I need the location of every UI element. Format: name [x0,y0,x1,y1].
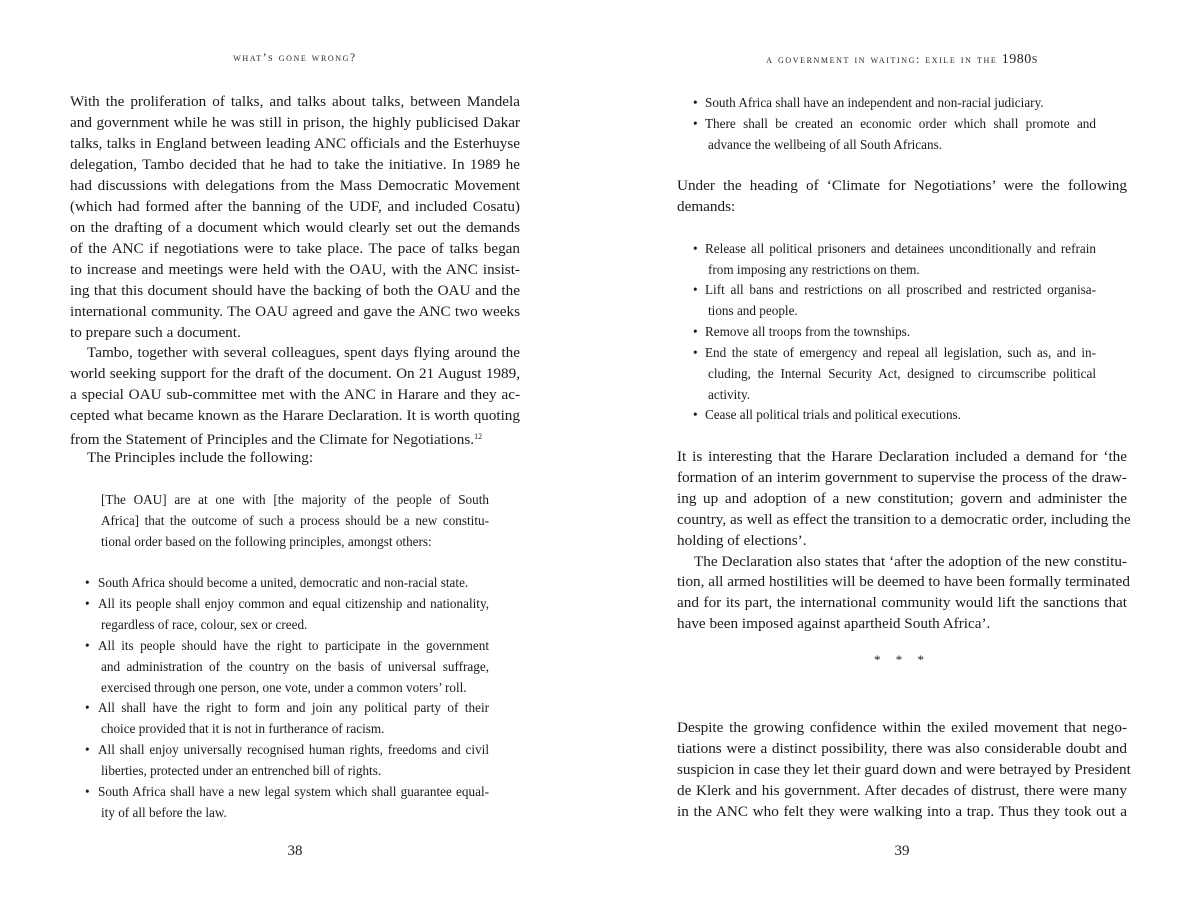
bullet-line: All its people should have the right to participate in the government [98,638,489,653]
running-head-year: 1980s [1001,52,1038,67]
bullet-icon: • [85,700,90,715]
text-line: (which had formed after the banning of the UDF, and included Cosatu) [70,198,520,215]
text-line: to increase and meetings were held with the OAU, with the ANC insist- [70,261,520,278]
bullet-line: cluding, the Internal Security Act, designed to circumscribe political [708,366,1096,381]
bullet-line: South Africa shall have a new legal system which shall guarantee equal- [98,784,489,799]
text-line: world seeking support for the draft of the document. On 21 August 1989, [70,365,520,382]
bullet-line: advance the wellbeing of all South Africans. [708,137,943,152]
bullet-icon: • [693,282,698,297]
bullet-line: and administration of the country on the basis of universal suffrage, [101,659,489,674]
text-span: from the Statement of Principles and the Climate for Negotiations. [70,431,475,448]
text-line: have been imposed against apartheid South Africa’. [677,615,991,632]
bullet-line: regardless of race, colour, sex or creed. [101,617,308,632]
bullet-icon: • [693,407,698,422]
running-head-right [677,52,1127,68]
bullet-line: South Africa should become a united, democratic and non-racial state. [98,575,469,590]
page-number-left: 38 [287,843,303,859]
quote-line: tional order based on the following principles, amongst others: [101,534,432,549]
quote-line: Africa] that the outcome of such a process should be a new constitu- [101,513,489,528]
bullet-icon: • [85,575,90,590]
bullet-line: All shall enjoy universally recognised human rights, freedoms and civil [98,742,489,757]
bullet-icon: • [693,324,698,339]
bullet-line: liberties, protected under an entrenched bill of rights. [101,763,382,778]
bullet-icon: • [85,596,90,611]
text-line [70,426,482,447]
bullet-line: ity of all before the law. [101,805,227,820]
text-line: de Klerk and his government. After decades of distrust, there were many [677,782,1127,799]
quote-line: [The OAU] are at one with [the majority of the people of South [101,492,489,507]
text-line: ing up and adoption of a new constitution; govern and administer the [677,490,1127,507]
page-number-right: 39 [894,843,910,859]
text-line: tiations were a distinct possibility, there was also considerable doubt and [677,740,1127,757]
bullet-line: There shall be created an economic order which shall promote and [705,116,1096,131]
text-line: It is interesting that the Harare Declaration included a demand for ‘the [677,448,1127,465]
bullet-line: tions and people. [708,303,798,318]
text-line: holding of elections’. [677,532,807,549]
text-line: Tambo, together with several colleagues, spent days flying around the [87,344,520,361]
text-line: Under the heading of ‘Climate for Negotiations’ were the following [677,177,1127,194]
text-line: to prepare such a document. [70,324,241,341]
text-line: With the proliferation of talks, and talks about talks, between Mandela [70,93,520,110]
bullet-line: activity. [708,387,750,402]
bullet-line: Cease all political trials and political executions. [705,407,961,422]
left-page [70,0,520,918]
text-line: delegation, Tambo decided that he had to take the initiative. In 1989 he [70,156,520,173]
bullet-line: End the state of emergency and repeal all legislation, such as, and in- [705,345,1096,360]
bullet-icon: • [85,784,90,799]
text-line: demands: [677,198,736,215]
bullet-line: choice provided that it is not in furtherance of racism. [101,721,385,736]
bullet-line: South Africa shall have an independent and non-racial judiciary. [705,95,1044,110]
bullet-icon: • [693,345,698,360]
text-line: in the ANC who felt they were walking into a trap. Thus they took out a [677,803,1127,820]
bullet-line: All shall have the right to form and join any political party of their [98,700,489,715]
text-line: talks, talks in England between leading ANC officials and the Esterhuyse [70,135,520,152]
bullet-line: Remove all troops from the townships. [705,324,911,339]
text-line: and government while he was still in prison, the highly publicised Dakar [70,114,520,131]
paragraph-principles-intro: The Principles include the following: [87,449,314,466]
section-break: * * * [874,652,930,667]
text-line: and for its part, the international community would lift the sanctions that [677,594,1127,611]
text-line: international community. The OAU agreed and gave the ANC two weeks [70,303,520,320]
bullet-line: Lift all bans and restrictions on all proscribed and restricted organisa- [705,282,1096,297]
text-line: Despite the growing confidence within the exiled movement that nego- [677,719,1127,736]
text-line: suspicion in case they let their guard down and were betrayed by President [677,761,1131,778]
text-line: a special OAU sub-committee met with the ANC in Harare and they ac- [70,386,520,403]
text-line: cepted what became known as the Harare Declaration. It is worth quoting [70,407,520,424]
text-line: had discussions with delegations from the Mass Democratic Movement [70,177,520,194]
text-line: on the drafting of a document which would clearly set out the demands [70,219,520,236]
text-line: country, as well as effect the transition to a democratic order, including the [677,511,1131,528]
footnote-reference[interactable]: 12 [474,432,483,441]
bullet-line: exercised through one person, one vote, under a common voters’ roll. [101,680,467,695]
text-line: tion, all armed hostilities will be deemed to have been formally terminated [677,573,1130,590]
bullet-icon: • [693,241,698,256]
text-line: formation of an interim government to supervise the process of the draw- [677,469,1127,486]
bullet-icon: • [85,638,90,653]
running-head-text: a government in waiting: exile in the [766,54,998,66]
bullet-line: All its people shall enjoy common and equal citizenship and nationality, [98,596,489,611]
bullet-line: from imposing any restrictions on them. [708,262,920,277]
bullet-icon: • [693,116,698,131]
text-line: of the ANC if negotiations were to take place. The pace of talks began [70,240,520,257]
right-page [677,0,1131,918]
bullet-icon: • [693,95,698,110]
text-line: ing that this document should have the backing of both the OAU and the [70,282,520,299]
running-head-left: what’s gone wrong? [233,52,357,64]
bullet-icon: • [85,742,90,757]
bullet-line: Release all political prisoners and detainees unconditionally and refrain [705,241,1096,256]
text-line: The Declaration also states that ‘after the adoption of the new constitu- [694,553,1127,570]
